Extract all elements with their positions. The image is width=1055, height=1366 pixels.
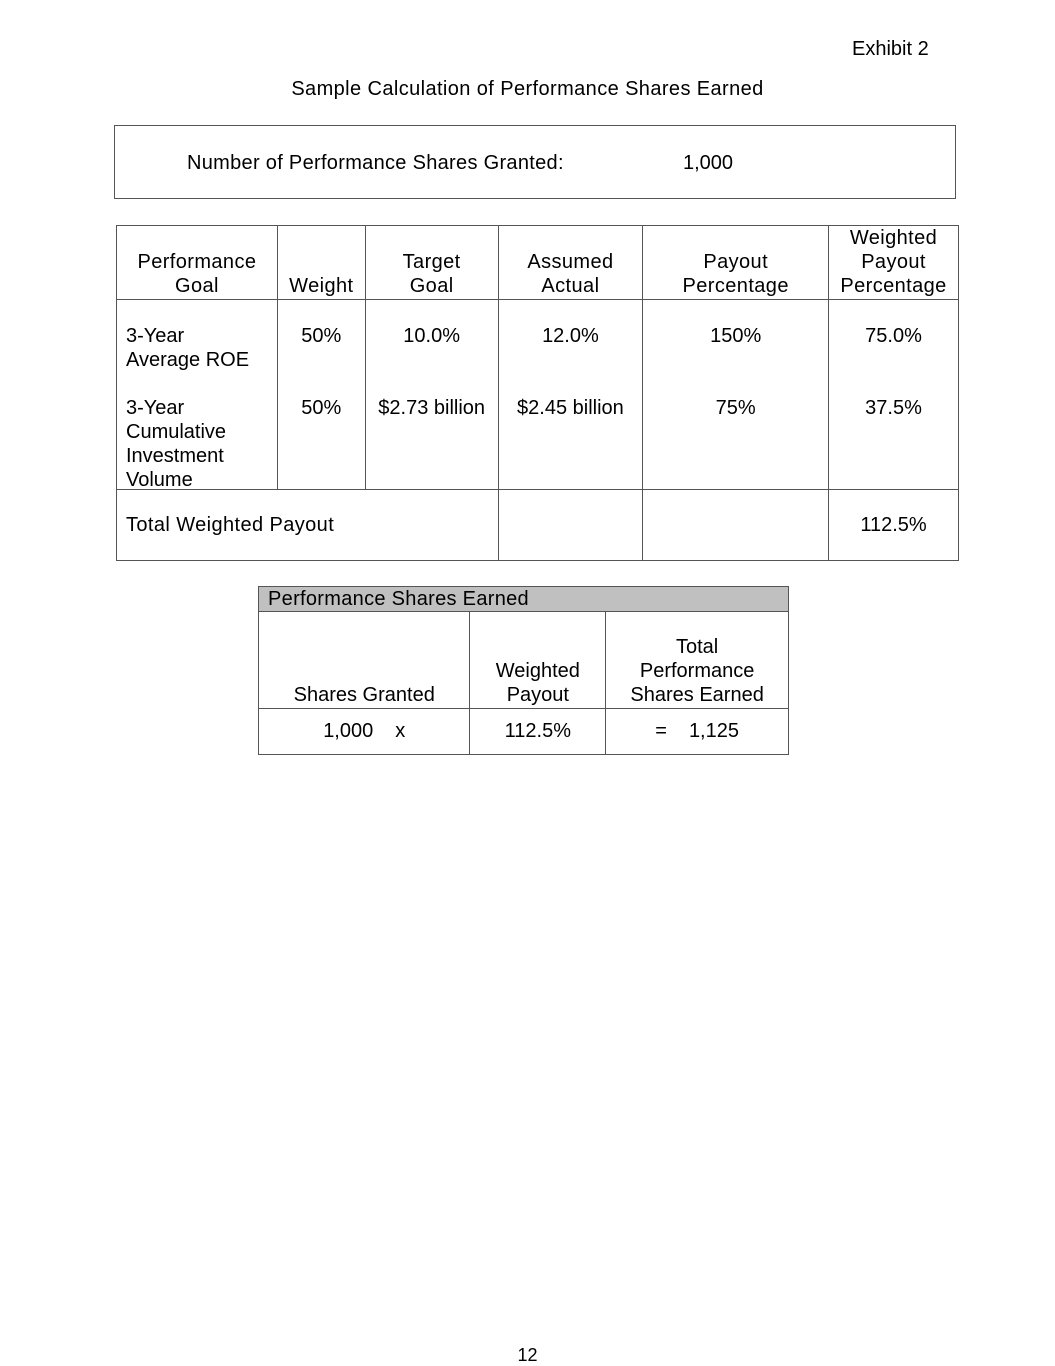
page-title: Sample Calculation of Performance Shares Earned (291, 78, 764, 100)
shares-granted-value: 1,000 (683, 152, 734, 174)
header-weight: Weight (277, 226, 365, 300)
shares-granted-cell: 1,000 x (259, 709, 470, 755)
header-target-goal: Target Goal (365, 226, 498, 300)
header-assumed-actual: Assumed Actual (498, 226, 643, 300)
header-weighted-payout: Weighted Payout (470, 612, 606, 709)
shares-earned-table (258, 586, 789, 755)
performance-goals-table (116, 225, 959, 561)
weighted-payout-value: 112.5% (470, 709, 606, 755)
total-weighted-payout-value: 112.5% (829, 490, 959, 561)
table-header-row (117, 226, 959, 300)
header-weighted-payout-percentage: Weighted Payout Percentage (829, 226, 959, 300)
table-header-row (259, 612, 789, 709)
header-payout-percentage: Payout Percentage (643, 226, 829, 300)
total-row (117, 490, 959, 561)
shares-earned-cell: = 1,125 (606, 709, 789, 755)
header-shares-granted: Shares Granted (259, 612, 470, 709)
empty-cell (643, 490, 829, 561)
shares-earned-title: Performance Shares Earned (259, 587, 789, 612)
target-cell: 10.0% $2.73 billion (365, 300, 498, 490)
shares-granted-label: Number of Performance Shares Granted: (187, 152, 564, 174)
table-row (117, 300, 959, 490)
weight-cell: 50% 50% (277, 300, 365, 490)
header-performance-goal: Performance Goal (117, 226, 278, 300)
multiply-sign: x (395, 720, 406, 742)
page-number: 12 (517, 1345, 538, 1365)
table-row (259, 709, 789, 755)
actual-cell: 12.0% $2.45 billion (498, 300, 643, 490)
exhibit-label: Exhibit 2 (852, 38, 929, 60)
payout-cell: 150% 75% (643, 300, 829, 490)
equals-sign: = (655, 720, 667, 742)
shares-granted-box (114, 125, 956, 199)
header-total-shares-earned: Total Performance Shares Earned (606, 612, 789, 709)
empty-cell (498, 490, 643, 561)
goal-cell: 3-Year Average ROE 3-Year Cumulative Investment Volume (117, 300, 278, 490)
weighted-payout-cell: 75.0% 37.5% (829, 300, 959, 490)
total-weighted-payout-label: Total Weighted Payout (117, 490, 499, 561)
